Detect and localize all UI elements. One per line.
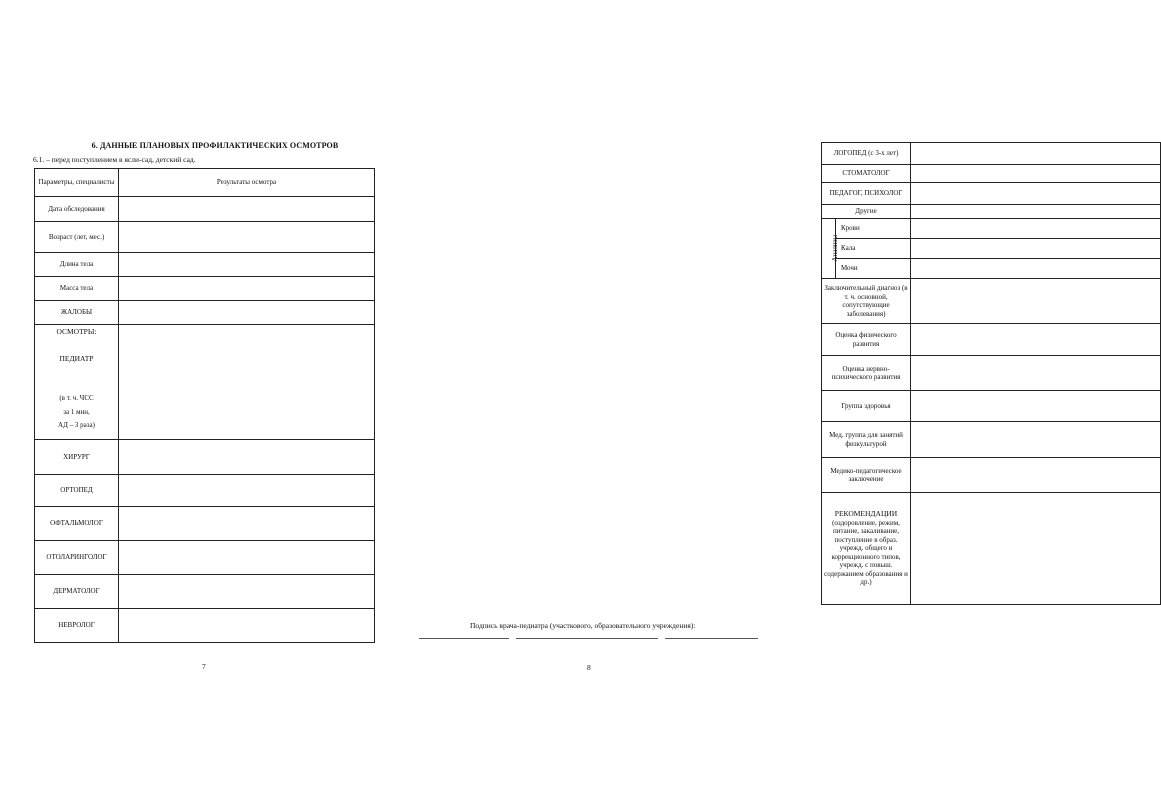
- signature-line[interactable]: [665, 638, 758, 639]
- table-header-row: [35, 169, 375, 197]
- row-value-blood[interactable]: [911, 219, 1161, 239]
- row-label-dentist: СТОМАТОЛОГ: [822, 165, 911, 183]
- row-label-speech-therapist: ЛОГОПЕД (с 3-х лет): [822, 143, 911, 165]
- header-params: Параметры, специалисты: [35, 169, 119, 197]
- table-row: [35, 440, 375, 475]
- row-label-pe-group: Мед. группа для занятий физкультурой: [822, 422, 911, 458]
- row-value-neurologist[interactable]: [119, 609, 375, 643]
- row-label-mass: Масса тела: [35, 277, 119, 301]
- row-value-others[interactable]: [911, 205, 1161, 219]
- left-page: [0, 0, 400, 800]
- row-label-med-ped-conclusion: Медико-педагогическое заключение: [822, 458, 911, 493]
- row-label-neurologist: НЕВРОЛОГ: [35, 609, 119, 643]
- row-label-neuro-dev: Оценка нервно-психического развития: [822, 356, 911, 391]
- row-value-age[interactable]: [119, 222, 375, 253]
- analyses-label-text: Анализы: [831, 235, 840, 262]
- row-label-blood: Крови: [836, 219, 911, 239]
- conclusion-table: [821, 142, 1161, 605]
- table-row: [822, 239, 1161, 259]
- row-value-speech-therapist[interactable]: [911, 143, 1161, 165]
- row-value-recommendations[interactable]: [911, 493, 1161, 605]
- row-label-urine: Мочи: [836, 259, 911, 279]
- table-row: [822, 259, 1161, 279]
- pediatrician-note-1: (в т. ч. ЧСС: [59, 394, 94, 402]
- recommendations-text: (оздоровление, режим, питание, закаливание, поступление в образ. учрежд. общего и коррекционного типов, учрежд. с повыш. содержанием образования и др.): [824, 518, 908, 587]
- row-value-mass[interactable]: [119, 277, 375, 301]
- pediatrician-note-3: АД – 3 раза): [58, 421, 95, 429]
- row-label-complaints: ЖАЛОБЫ: [35, 301, 119, 325]
- row-label-pediatrician: [35, 325, 119, 440]
- row-label-recommendations: [822, 493, 911, 605]
- row-label-date: Дата обследования: [35, 197, 119, 222]
- table-row: [822, 493, 1161, 605]
- table-row: [822, 356, 1161, 391]
- row-value-neuro-dev[interactable]: [911, 356, 1161, 391]
- table-row: [822, 205, 1161, 219]
- pediatrician-label: ПЕДИАТР: [59, 353, 94, 363]
- table-row: [822, 219, 1161, 239]
- exams-heading: ОСМОТРЫ:: [56, 327, 97, 336]
- row-value-physical-dev[interactable]: [911, 324, 1161, 356]
- row-value-urine[interactable]: [911, 259, 1161, 279]
- table-row: [822, 165, 1161, 183]
- table-row: [822, 458, 1161, 493]
- row-value-orthopedist[interactable]: [119, 475, 375, 507]
- table-row: [35, 222, 375, 253]
- row-label-stool: Кала: [836, 239, 911, 259]
- table-row: [822, 183, 1161, 205]
- row-label-otolaryngologist: ОТОЛАРИНГОЛОГ: [35, 541, 119, 575]
- table-row: [822, 422, 1161, 458]
- row-label-dermatologist: ДЕРМАТОЛОГ: [35, 575, 119, 609]
- row-value-date[interactable]: [119, 197, 375, 222]
- row-label-psychologist: ПЕДАГОГ, ПСИХОЛОГ: [822, 183, 911, 205]
- header-results: Результаты осмотра: [119, 169, 375, 197]
- row-value-dermatologist[interactable]: [119, 575, 375, 609]
- table-row: [35, 507, 375, 541]
- row-value-health-group[interactable]: [911, 391, 1161, 422]
- signature-line[interactable]: [419, 638, 509, 639]
- row-label-orthopedist: ОРТОПЕД: [35, 475, 119, 507]
- row-value-ophthalmologist[interactable]: [119, 507, 375, 541]
- table-row: [822, 324, 1161, 356]
- pediatrician-note-2: за 1 мин,: [63, 407, 90, 416]
- page-number: 7: [202, 662, 206, 671]
- table-row: [35, 541, 375, 575]
- row-value-dentist[interactable]: [911, 165, 1161, 183]
- row-label-others: Другие: [822, 205, 911, 219]
- table-row: [822, 391, 1161, 422]
- row-label-physical-dev: Оценка физического развития: [822, 324, 911, 356]
- row-label-ophthalmologist: ОФТАЛЬМОЛОГ: [35, 507, 119, 541]
- row-value-stool[interactable]: [911, 239, 1161, 259]
- row-label-health-group: Группа здоровья: [822, 391, 911, 422]
- row-value-length[interactable]: [119, 253, 375, 277]
- row-value-complaints[interactable]: [119, 301, 375, 325]
- row-value-pe-group[interactable]: [911, 422, 1161, 458]
- table-row: [35, 277, 375, 301]
- recommendations-title: РЕКОМЕНДАЦИИ: [834, 509, 898, 519]
- table-row: [35, 253, 375, 277]
- signature-line[interactable]: [516, 638, 658, 639]
- table-row: [35, 609, 375, 643]
- page-number: 8: [587, 663, 591, 672]
- row-label-final-diagnosis: Заключительный диагноз (в т. ч. основной, сопутствующие заболевания): [822, 279, 911, 324]
- table-row: [35, 325, 375, 440]
- row-value-otolaryngologist[interactable]: [119, 541, 375, 575]
- table-row: [822, 279, 1161, 324]
- exam-table: [34, 168, 375, 643]
- table-row: [35, 301, 375, 325]
- signature-label: Подпись врача-педиатра (участкового, образовательного учреждения):: [470, 621, 696, 630]
- section-subtitle: 6.1. – перед поступлением в ясли-сад, детский сад.: [33, 155, 196, 164]
- table-row: [35, 575, 375, 609]
- section-title: 6. ДАННЫЕ ПЛАНОВЫХ ПРОФИЛАКТИЧЕСКИХ ОСМОТРОВ: [91, 141, 339, 150]
- table-row: [35, 197, 375, 222]
- row-label-length: Длина тела: [35, 253, 119, 277]
- row-label-surgeon: ХИРУРГ: [35, 440, 119, 475]
- table-row: [822, 143, 1161, 165]
- row-value-psychologist[interactable]: [911, 183, 1161, 205]
- row-value-surgeon[interactable]: [119, 440, 375, 475]
- row-value-final-diagnosis[interactable]: [911, 279, 1161, 324]
- row-value-med-ped-conclusion[interactable]: [911, 458, 1161, 493]
- row-value-pediatrician[interactable]: [119, 325, 375, 440]
- table-row: [35, 475, 375, 507]
- right-page: [400, 0, 908, 800]
- analyses-label: [822, 219, 840, 279]
- row-label-age: Возраст (лет, мес.): [35, 222, 119, 253]
